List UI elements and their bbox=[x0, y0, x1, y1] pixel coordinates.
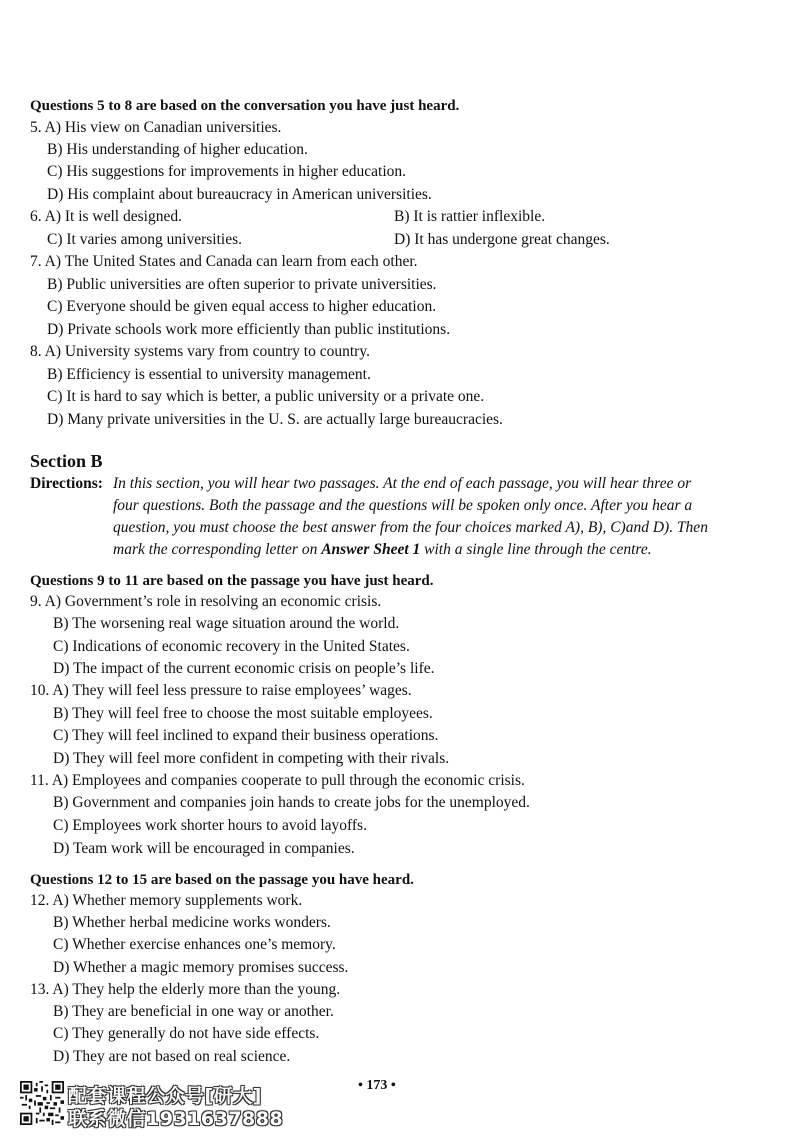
questions-12-15-header: Questions 12 to 15 are based on the passage you have heard. bbox=[30, 872, 414, 888]
q8-option-c: C) It is hard to say which is better, a public university or a private one. bbox=[47, 388, 485, 405]
q13-option-b: B) They are beneficial in one way or another. bbox=[53, 1003, 334, 1020]
q13-option-a: 13. A) They help the elderly more than the young. bbox=[30, 981, 341, 998]
q6-option-b: B) It is rattier inflexible. bbox=[394, 208, 546, 225]
questions-9-11-header: Questions 9 to 11 are based on the passage you have just heard. bbox=[30, 573, 434, 589]
directions-line-2: four questions. Both the passage and the questions will be spoken only once. After you hear a bbox=[113, 497, 693, 514]
q10-option-a: 10. A) They will feel less pressure to raise employees’ wages. bbox=[30, 682, 412, 699]
q11-option-a: 11. A) Employees and companies cooperate to pull through the economic crisis. bbox=[30, 772, 525, 789]
section-b-title: Section B bbox=[30, 451, 103, 471]
q9-option-c: C) Indications of economic recovery in the United States. bbox=[53, 638, 410, 655]
answer-sheet-emphasis: Answer Sheet 1 bbox=[321, 541, 421, 558]
q11-option-d: D) Team work will be encouraged in companies. bbox=[53, 840, 355, 857]
questions-5-8-header: Questions 5 to 8 are based on the conversation you have just heard. bbox=[30, 98, 460, 114]
directions-label: Directions: bbox=[30, 475, 103, 492]
q6-option-d: D) It has undergone great changes. bbox=[394, 231, 610, 248]
q10-option-c: C) They will feel inclined to expand their business operations. bbox=[53, 727, 439, 744]
qr-code-icon bbox=[20, 1081, 64, 1125]
q5-option-d: D) His complaint about bureaucracy in American universities. bbox=[47, 186, 432, 203]
q5-option-c: C) His suggestions for improvements in higher education. bbox=[47, 163, 407, 180]
q10-option-b: B) They will feel free to choose the most suitable employees. bbox=[53, 705, 433, 722]
q6-option-c: C) It varies among universities. bbox=[47, 231, 242, 248]
q7-option-a: 7. A) The United States and Canada can learn from each other. bbox=[30, 253, 418, 270]
q9-option-d: D) The impact of the current economic crisis on people’s life. bbox=[53, 660, 435, 677]
q13-option-c: C) They generally do not have side effects. bbox=[53, 1025, 320, 1042]
q12-option-b: B) Whether herbal medicine works wonders. bbox=[53, 914, 331, 931]
q12-option-a: 12. A) Whether memory supplements work. bbox=[30, 892, 303, 909]
page-number: • 173 • bbox=[358, 1078, 396, 1093]
watermark-line-2: 联系微信1931637888 bbox=[68, 1108, 284, 1130]
q9-option-a: 9. A) Government’s role in resolving an economic crisis. bbox=[30, 593, 382, 610]
q8-option-b: B) Efficiency is essential to university management. bbox=[47, 366, 371, 383]
q6-option-a: 6. A) It is well designed. bbox=[30, 208, 182, 225]
q7-option-c: C) Everyone should be given equal access to higher education. bbox=[47, 298, 437, 315]
q11-option-b: B) Government and companies join hands to create jobs for the unemployed. bbox=[53, 794, 530, 811]
watermark-line-1: 配套课程公众号[研大] bbox=[68, 1085, 262, 1107]
directions-line-1: In this section, you will hear two passages. At the end of each passage, you will hear three or bbox=[113, 475, 692, 492]
q7-option-b: B) Public universities are often superior to private universities. bbox=[47, 276, 437, 293]
q5-option-a: 5. A) His view on Canadian universities. bbox=[30, 119, 282, 136]
directions-line-3: question, you must choose the best answer from the four choices marked A), B), C)and D). Then bbox=[113, 519, 708, 536]
q12-option-c: C) Whether exercise enhances one’s memory. bbox=[53, 936, 336, 953]
q11-option-c: C) Employees work shorter hours to avoid layoffs. bbox=[53, 817, 367, 834]
q12-option-d: D) Whether a magic memory promises success. bbox=[53, 959, 349, 976]
q8-option-d: D) Many private universities in the U. S. are actually large bureaucracies. bbox=[47, 411, 503, 428]
q7-option-d: D) Private schools work more efficiently than public institutions. bbox=[47, 321, 451, 338]
q8-option-a: 8. A) University systems vary from country to country. bbox=[30, 343, 370, 360]
q5-option-b: B) His understanding of higher education. bbox=[47, 141, 308, 158]
q10-option-d: D) They will feel more confident in competing with their rivals. bbox=[53, 750, 450, 767]
q13-option-d: D) They are not based on real science. bbox=[53, 1048, 291, 1065]
q9-option-b: B) The worsening real wage situation around the world. bbox=[53, 615, 400, 632]
directions-line-4: mark the corresponding letter on Answer Sheet 1 with a single line through the centre. bbox=[113, 541, 652, 558]
